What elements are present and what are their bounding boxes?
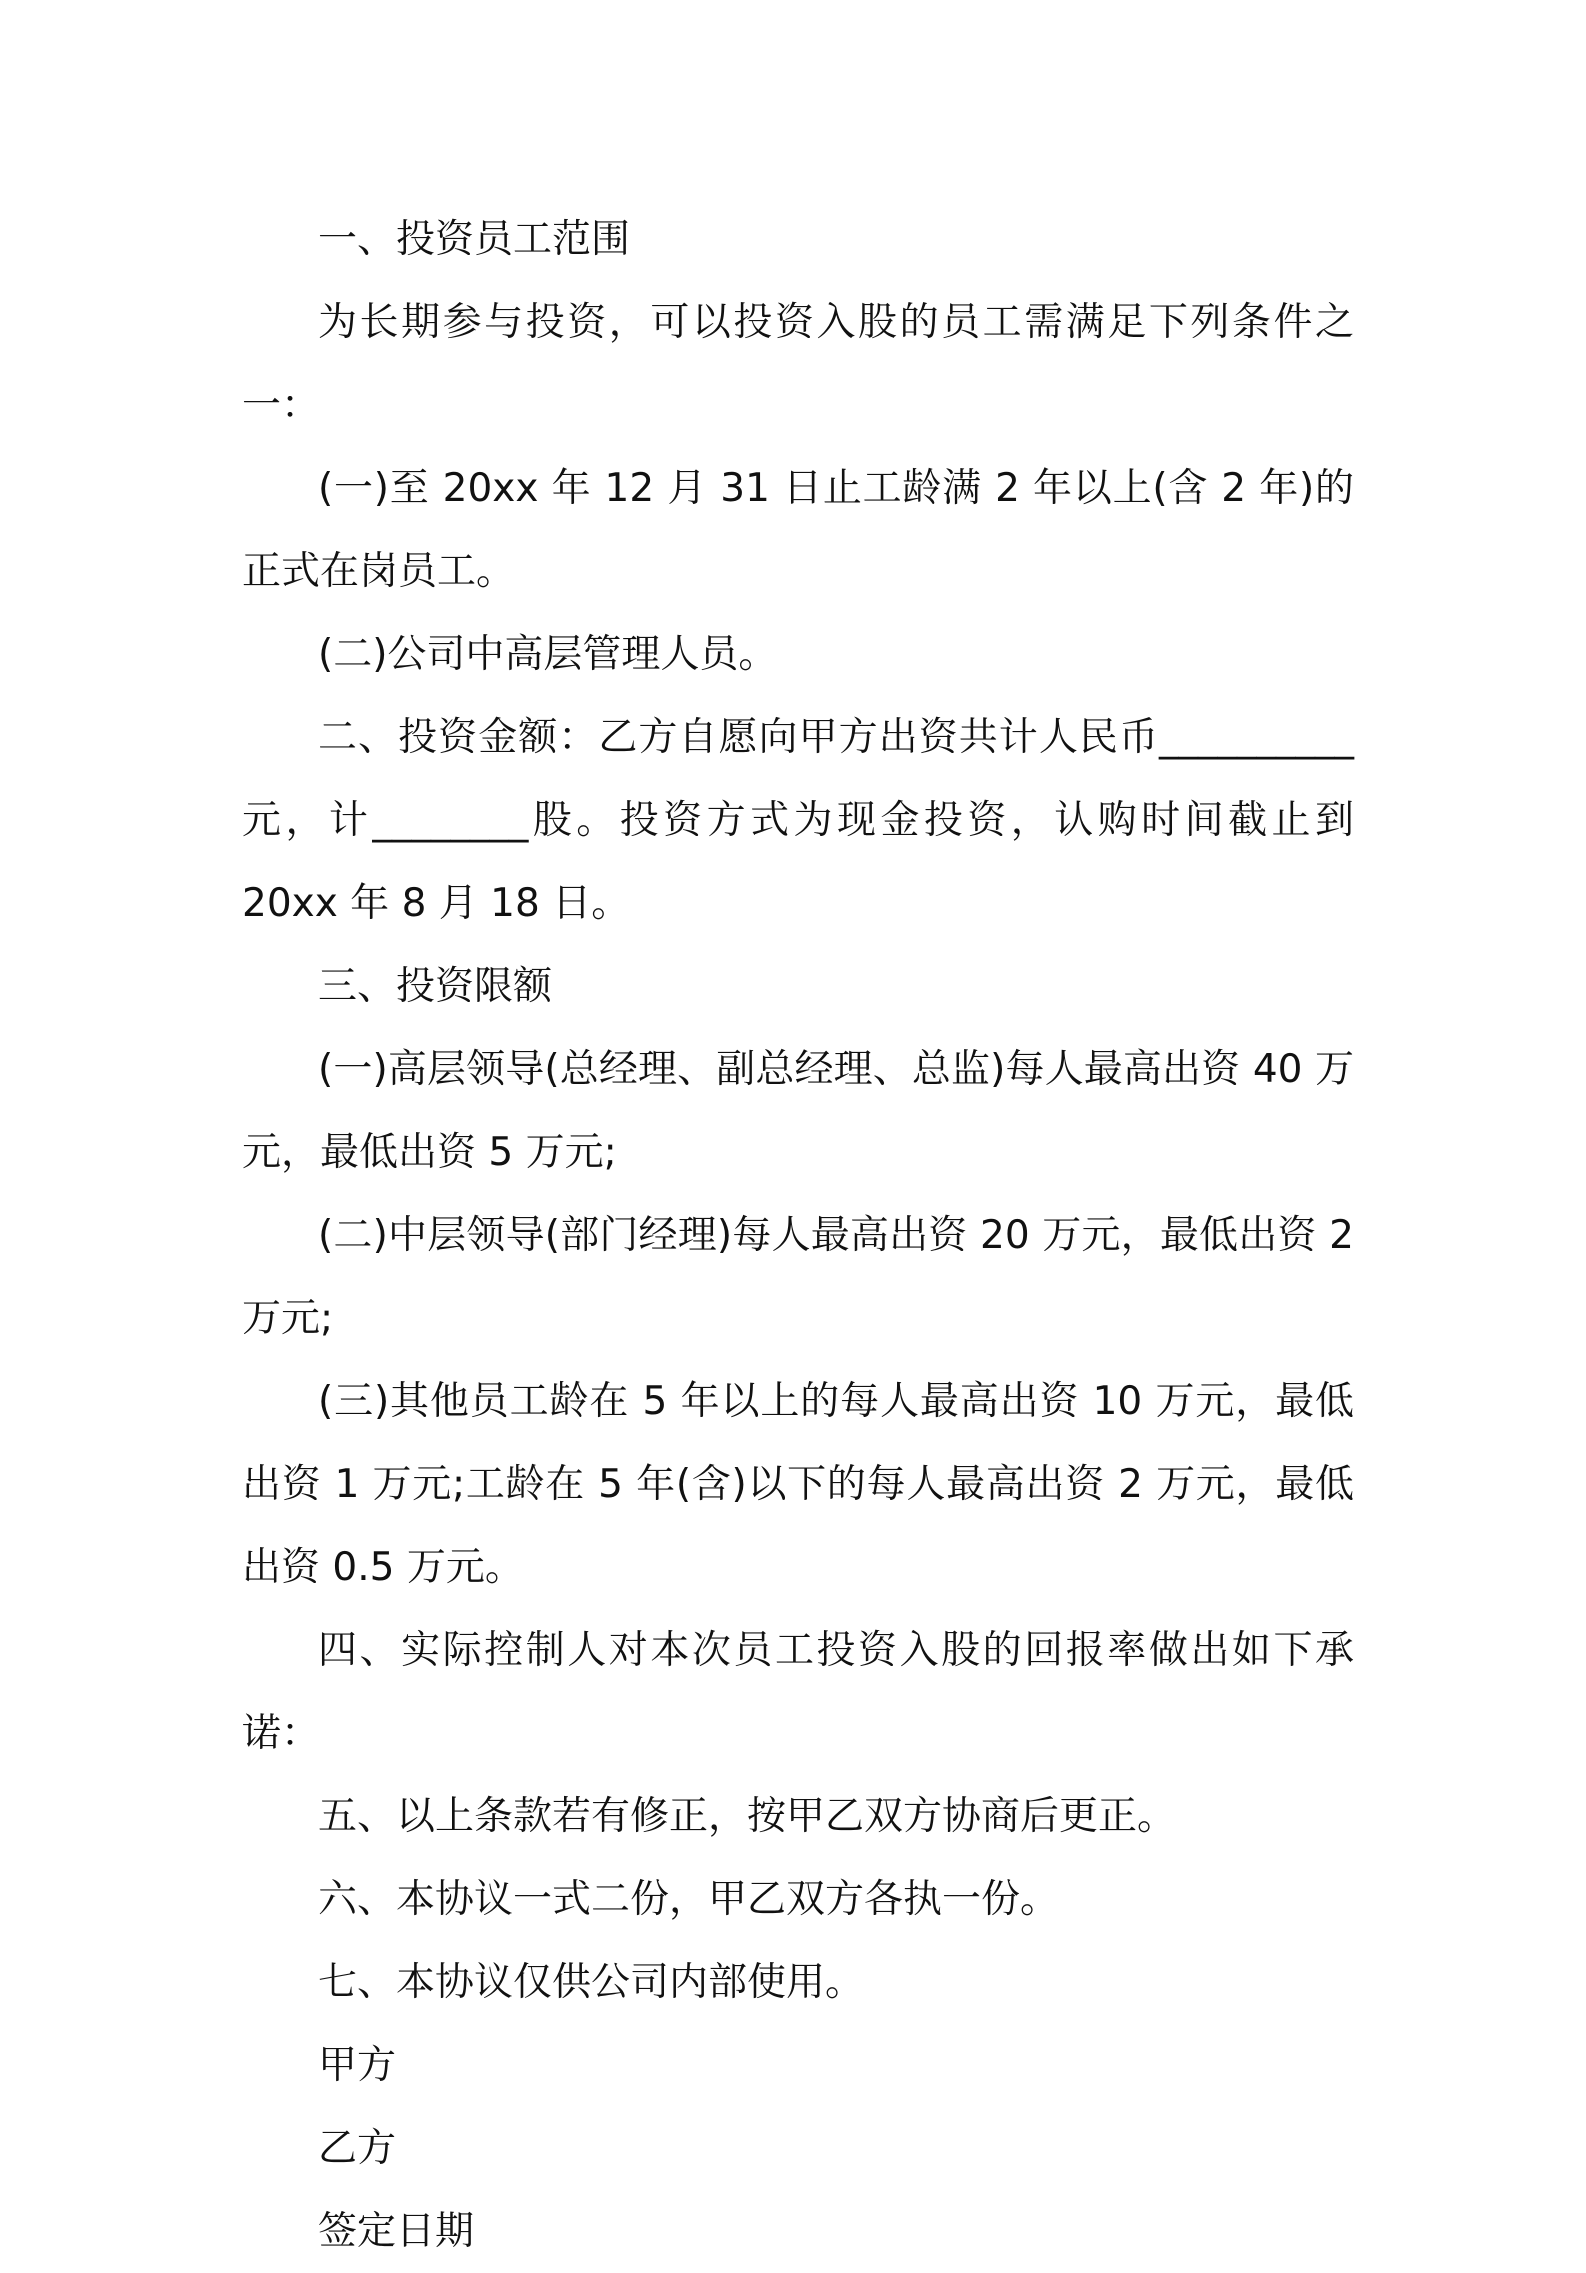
paragraph-return-commitment: 四、实际控制人对本次员工投资入股的回报率做出如下承诺： [242, 1628, 1354, 1756]
signature-party-a: 甲方 [318, 2043, 397, 2088]
signature-party-b: 乙方 [318, 2126, 397, 2171]
paragraph-amendment: 五、以上条款若有修正，按甲乙双方协商后更正。 [318, 1794, 1177, 1839]
paragraph-internal-use: 七、本协议仅供公司内部使用。 [318, 1960, 865, 2005]
paragraph-copies: 六、本协议一式二份，甲乙双方各执一份。 [318, 1877, 1060, 1922]
paragraph-condition-2: (二)公司中高层管理人员。 [318, 632, 778, 677]
paragraph-limit-senior: (一)高层领导(总经理、副总经理、总监)每人最高出资 40 万元，最低出资 5 万元; [242, 1047, 1354, 1175]
signature-date: 签定日期 [318, 2209, 475, 2254]
paragraph-condition-1: (一)至 20xx 年 12 月 31 日止工龄满 2 年以上(含 2 年)的正式在岗员工。 [242, 466, 1354, 594]
paragraph-limit-middle: (二)中层领导(部门经理)每人最高出资 20 万元，最低出资 2 万元; [242, 1213, 1354, 1341]
paragraph-scope-intro: 为长期参与投资，可以投资入股的员工需满足下列条件之一： [242, 300, 1354, 428]
section-heading-limits: 三、投资限额 [318, 964, 553, 1009]
paragraph-limit-other: (三)其他员工龄在 5 年以上的每人最高出资 10 万元，最低出资 1 万元;工龄在 5 年(含)以下的每人最高出资 2 万元，最低出资 0.5 万元。 [242, 1379, 1354, 1590]
paragraph-investment-amount: 二、投资金额：乙方自愿向甲方出资共计人民币__________元，计________股。投资方式为现金投资，认购时间截止到 20xx 年 8 月 18 日。 [242, 715, 1354, 926]
document-body [242, 198, 1354, 2273]
section-heading-scope: 一、投资员工范围 [318, 217, 631, 262]
